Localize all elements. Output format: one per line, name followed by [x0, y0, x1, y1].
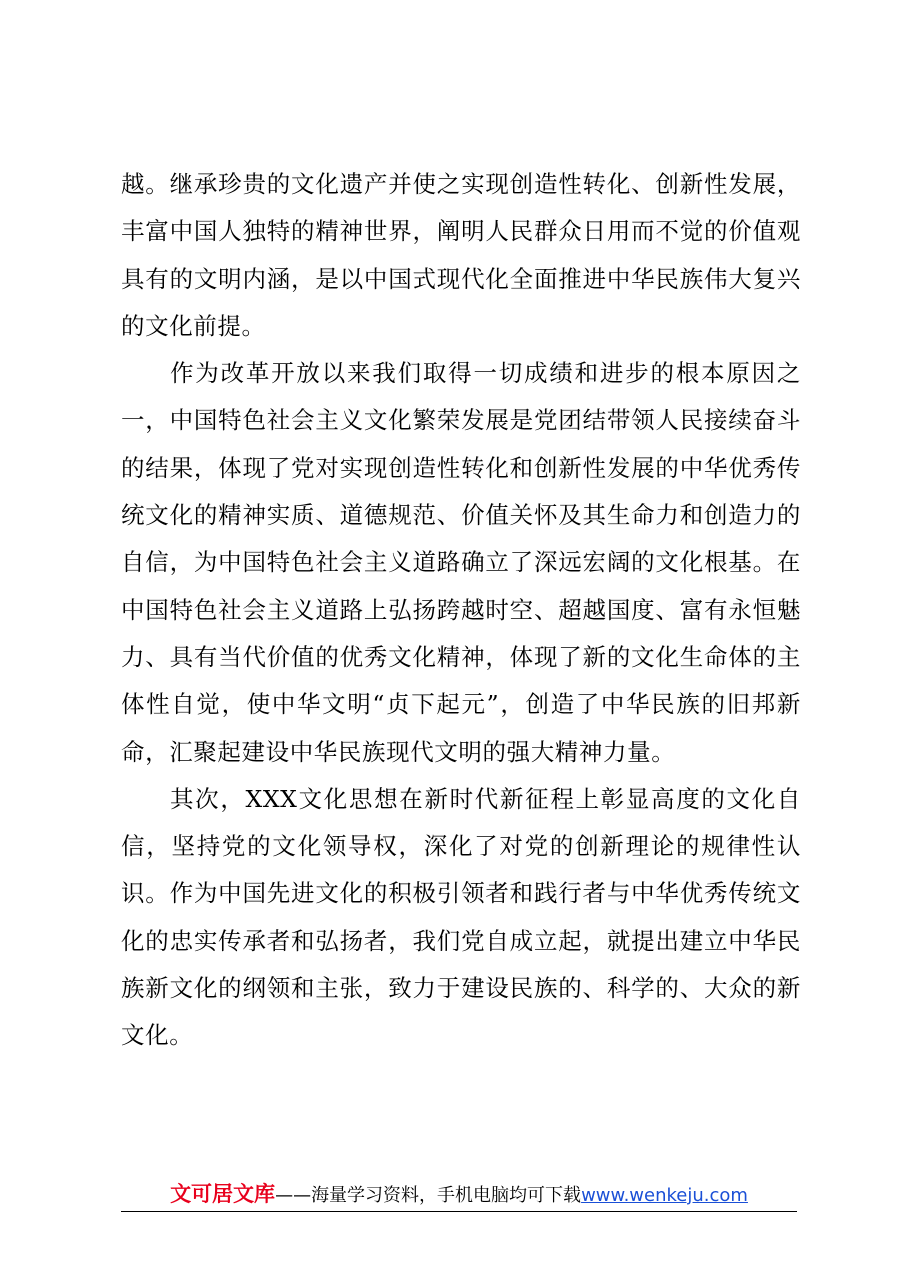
footer-tagline: ——海量学习资料，手机电脑均可下载 — [275, 1185, 582, 1206]
footer-website-link[interactable]: www.wenkeju.com — [581, 1185, 748, 1206]
paragraph-cultural-confidence: 作为改革开放以来我们取得一切成绩和进步的根本原因之一，中国特色社会主义文化繁荣发展是党团结带领人民接续奋斗的结果，体现了党对实现创造性转化和创新性发展的中华优秀传统文化的精神实质、道德规范、价值关怀及其生命力和创造力的自信，为中国特色社会主义道路确立了深远宏阔的文化根基。在中国特色社会主义道路上弘扬跨越时空、超越国度、富有永恒魅力、具有当代价值的优秀文化精神，体现了新的文化生命体的主体性自觉，使中华文明“贞下起元”，创造了中华民族的旧邦新命，汇聚起建设中华民族现代文明的强大精神力量。 — [121, 359, 801, 766]
footer — [121, 1176, 797, 1214]
paragraph-secondly: 其次，XXX文化思想在新时代新征程上彰显高度的文化自信，坚持党的文化领导权，深化了对党的创新理论的规律性认识。作为中国先进文化的积极引领者和践行者与中华优秀传统文化的忠实传承者和弘扬者，我们党自成立起，就提出建立中华民族新文化的纲领和主张，致力于建设民族的、科学的、大众的新文化。 — [121, 784, 801, 1050]
footer-divider — [121, 1211, 797, 1212]
paragraph-continuation: 越。继承珍贵的文化遗产并使之实现创造性转化、创新性发展，丰富中国人独特的精神世界，阐明人民群众日用而不觉的价值观具有的文明内涵，是以中国式现代化全面推进中华民族伟大复兴的文化前提。 — [121, 170, 801, 340]
footer-brand: 文可居文库 — [170, 1182, 276, 1206]
document-body — [121, 161, 801, 1060]
